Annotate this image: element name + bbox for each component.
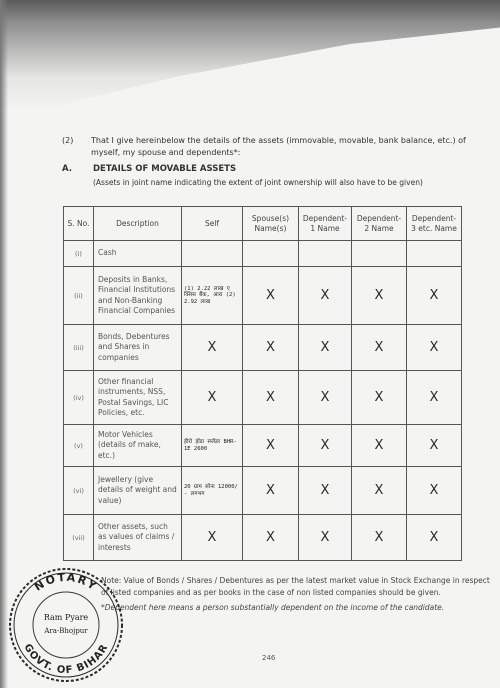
row-description: Other financial instruments, NSS, Postal Savings, LIC Policies, etc. bbox=[94, 371, 182, 425]
cell-spouse-cross: X bbox=[243, 267, 299, 325]
dependent-footnote: *Dependent here means a person substantially dependent on the income of the candidate. bbox=[101, 603, 445, 612]
cell-dependent-2-cross: X bbox=[352, 515, 407, 561]
intro-text: That I give hereinbelow the details of the assets (immovable, movable, bank balance, etc.) of myself, my spouse and dependents*: bbox=[91, 136, 466, 157]
row-description: Bonds, Debentures and Shares in companies bbox=[94, 325, 182, 371]
cell-dependent-3-cross: X bbox=[407, 425, 462, 467]
row-description: Jewellery (give details of weight and value) bbox=[94, 467, 182, 515]
table-row bbox=[64, 371, 462, 425]
note-line-2: of listed companies and as per books in the case of non listed companies should be given. bbox=[101, 588, 441, 597]
cell-self-cross: X bbox=[182, 325, 243, 371]
cell-spouse-cross: X bbox=[243, 467, 299, 515]
cell-dependent-3-cross: X bbox=[407, 467, 462, 515]
row-sno: (vi) bbox=[64, 467, 94, 515]
cell-self-handwritten: 20 ग्राम सोना 12000/- लगभग bbox=[182, 467, 243, 515]
row-sno: (iv) bbox=[64, 371, 94, 425]
section-letter: A. bbox=[62, 164, 72, 174]
notary-seal-stamp bbox=[6, 565, 126, 685]
table-row bbox=[64, 325, 462, 371]
cell-self-handwritten: (1) 2.22 लाख एक्सिस बैंक, आरा (2) 2.92 लाख bbox=[182, 267, 243, 325]
cell-spouse-cross: X bbox=[243, 325, 299, 371]
table-row bbox=[64, 425, 462, 467]
table-row bbox=[64, 515, 462, 561]
scan-shadow bbox=[0, 0, 500, 110]
header-dependent-1: Dependent-1 Name bbox=[299, 207, 352, 241]
header-dependent-3: Dependent-3 etc. Name bbox=[407, 207, 462, 241]
cell-dependent-1-cross: X bbox=[299, 371, 352, 425]
table-header-row bbox=[64, 207, 462, 241]
header-dependent-2: Dependent-2 Name bbox=[352, 207, 407, 241]
cell-dependent-2-cross: X bbox=[352, 467, 407, 515]
cell-dependent-1-cross: X bbox=[299, 425, 352, 467]
cell-dependent-3-cross: X bbox=[407, 371, 462, 425]
cell-dependent-1-cross: X bbox=[299, 267, 352, 325]
seal-top-text: NOTARY bbox=[31, 570, 101, 594]
row-description: Deposits in Banks, Financial Institutions and Non-Banking Financial Companies bbox=[94, 267, 182, 325]
header-self: Self bbox=[182, 207, 243, 241]
cell-dependent-1-cross: X bbox=[299, 467, 352, 515]
cell-dependent-2 bbox=[352, 241, 407, 267]
section-subtitle: (Assets in joint name indicating the extent of joint ownership will also have to be given) bbox=[93, 178, 423, 187]
cell-dependent-2-cross: X bbox=[352, 267, 407, 325]
table-row bbox=[64, 241, 462, 267]
header-spouse: Spouse(s) Name(s) bbox=[243, 207, 299, 241]
row-sno: (i) bbox=[64, 241, 94, 267]
cell-spouse-cross: X bbox=[243, 515, 299, 561]
cell-dependent-1-cross: X bbox=[299, 325, 352, 371]
seal-place: Ara-Bhojpur bbox=[44, 627, 88, 635]
page-number: 246 bbox=[262, 654, 276, 662]
row-description: Other assets, such as values of claims / interests bbox=[94, 515, 182, 561]
row-sno: (ii) bbox=[64, 267, 94, 325]
cell-dependent-2-cross: X bbox=[352, 325, 407, 371]
seal-name: Ram Pyare bbox=[43, 613, 89, 622]
movable-assets-table bbox=[63, 206, 462, 561]
cell-dependent-1-cross: X bbox=[299, 515, 352, 561]
cell-dependent-3 bbox=[407, 241, 462, 267]
cell-self-handwritten: हीरो होंडा स्प्लेंडर BHR-1E 2600 bbox=[182, 425, 243, 467]
cell-dependent-3-cross: X bbox=[407, 515, 462, 561]
seal-bottom-text: GOVT. OF BIHAR bbox=[21, 642, 111, 677]
row-sno: (v) bbox=[64, 425, 94, 467]
cell-self-cross: X bbox=[182, 371, 243, 425]
note-line-1: Note: Value of Bonds / Shares / Debentures as per the latest market value in Stock Exchange in respect bbox=[101, 576, 490, 585]
cell-dependent-2-cross: X bbox=[352, 425, 407, 467]
row-description: Motor Vehicles (details of make, etc.) bbox=[94, 425, 182, 467]
row-sno: (iii) bbox=[64, 325, 94, 371]
section-title: DETAILS OF MOVABLE ASSETS bbox=[93, 164, 237, 174]
cell-spouse-cross: X bbox=[243, 371, 299, 425]
header-description: Description bbox=[94, 207, 182, 241]
cell-dependent-3-cross: X bbox=[407, 267, 462, 325]
cell-self-cross: X bbox=[182, 515, 243, 561]
table-row bbox=[64, 267, 462, 325]
cell-spouse-cross: X bbox=[243, 425, 299, 467]
table-row bbox=[64, 467, 462, 515]
header-sno: S. No. bbox=[64, 207, 94, 241]
svg-text:NOTARY bbox=[32, 571, 100, 594]
cell-dependent-3-cross: X bbox=[407, 325, 462, 371]
row-description: Cash bbox=[94, 241, 182, 267]
cell-self bbox=[182, 241, 243, 267]
cell-dependent-1 bbox=[299, 241, 352, 267]
intro-number: (2) bbox=[62, 136, 74, 145]
row-sno: (vii) bbox=[64, 515, 94, 561]
cell-spouse bbox=[243, 241, 299, 267]
cell-dependent-2-cross: X bbox=[352, 371, 407, 425]
